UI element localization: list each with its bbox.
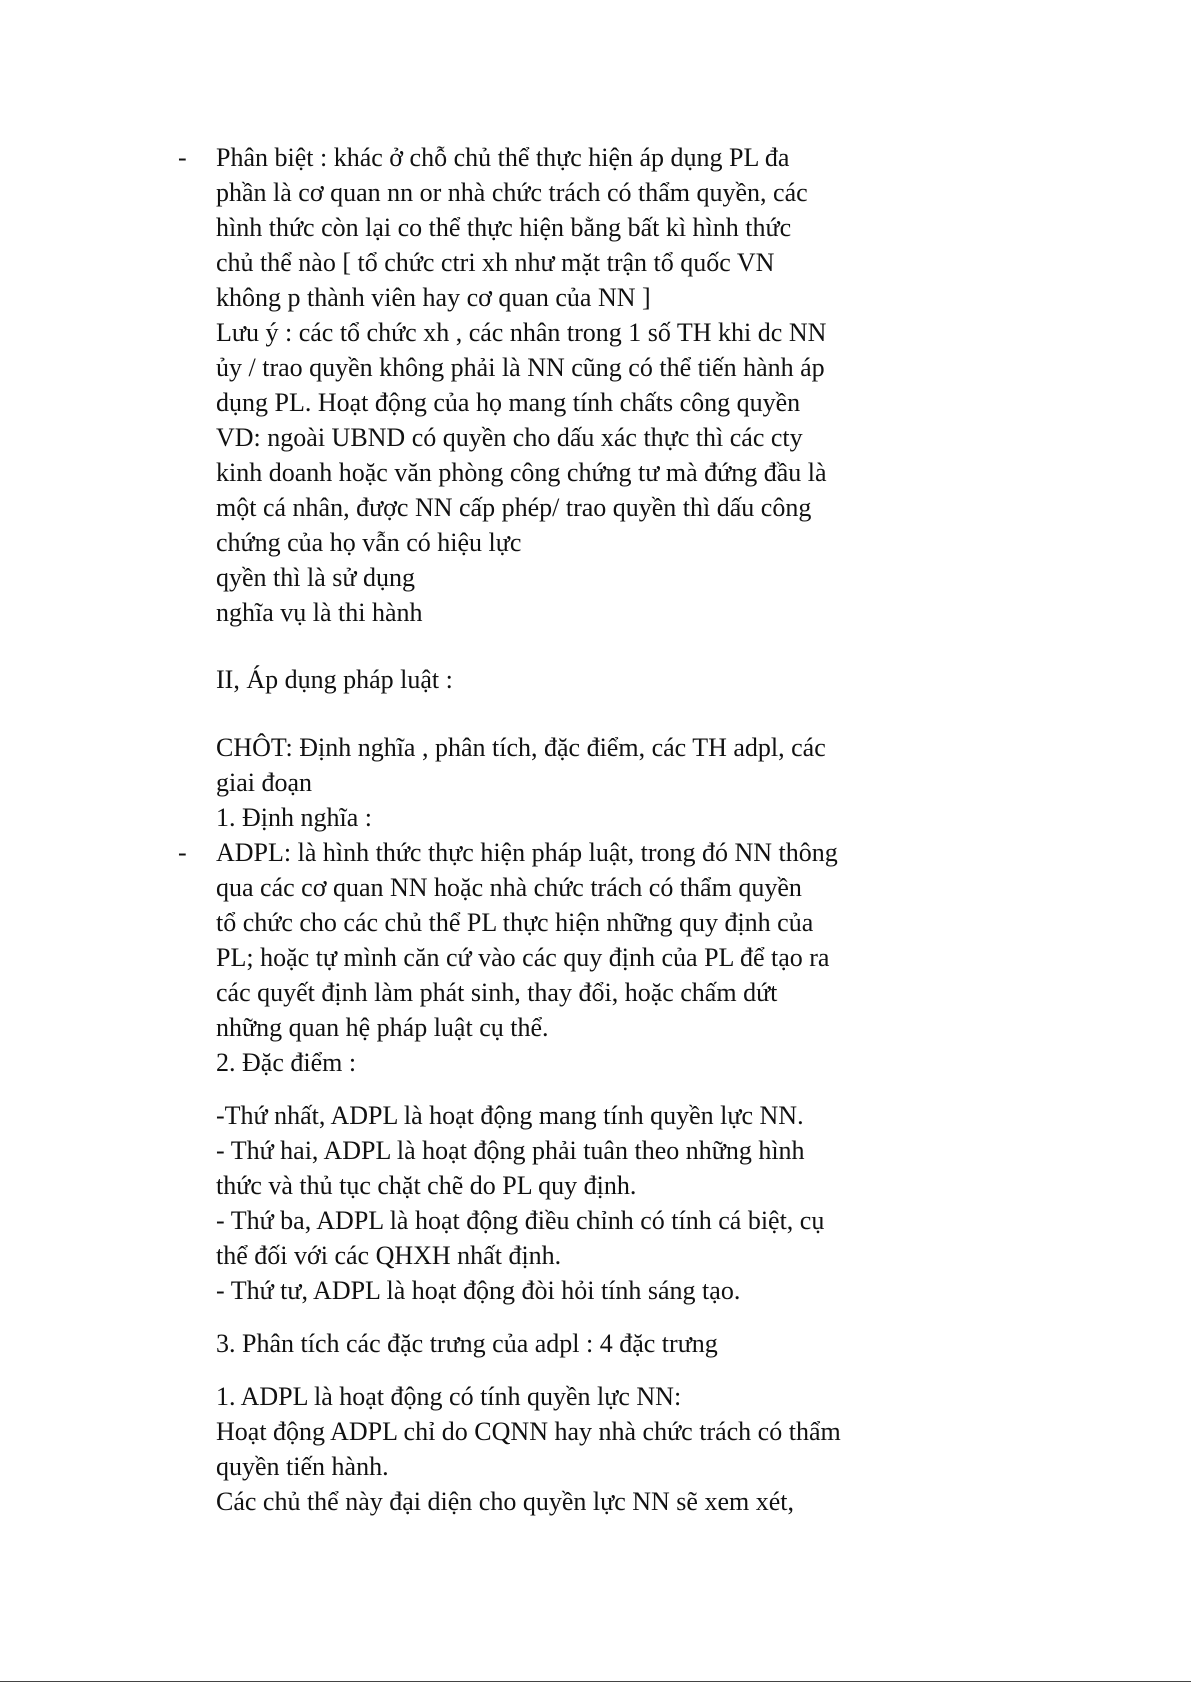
paragraph-line: một cá nhân, được NN cấp phép/ trao quyền thì dấu công [216, 493, 812, 522]
paragraph-line: ủy / trao quyền không phải là NN cũng có thể tiến hành áp [216, 353, 825, 382]
paragraph-line: thể đối với các QHXH nhất định. [216, 1241, 562, 1270]
paragraph-line: dụng PL. Hoạt động của họ mang tính chấts công quyền [216, 388, 801, 417]
paragraph-line: PL; hoặc tự mình căn cứ vào các quy định của PL để tạo ra [216, 943, 830, 972]
paragraph-line: qyền thì là sử dụng [216, 563, 415, 592]
paragraph-line: phần là cơ quan nn or nhà chức trách có thẩm quyền, các [216, 178, 808, 207]
subsection-heading: 3. Phân tích các đặc trưng của adpl : 4 đặc trưng [216, 1329, 718, 1358]
paragraph-line: quyền tiến hành. [216, 1452, 389, 1481]
paragraph-line: hình thức còn lại co thể thực hiện bằng bất kì hình thức [216, 213, 792, 242]
section-heading: II, Áp dụng pháp luật : [216, 665, 453, 694]
subsection-heading: 1. Định nghĩa : [216, 803, 372, 832]
paragraph-line: VD: ngoài UBND có quyền cho dấu xác thực thì các cty [216, 423, 803, 452]
paragraph-line: không p thành viên hay cơ quan của NN ] [216, 283, 651, 312]
paragraph-line: qua các cơ quan NN hoặc nhà chức trách có thẩm quyền [216, 873, 802, 902]
paragraph-line: - Thứ hai, ADPL là hoạt động phải tuân theo những hình [216, 1136, 805, 1165]
paragraph-line: CHÔT: Định nghĩa , phân tích, đặc điểm, các TH adpl, các [216, 733, 826, 762]
paragraph-line: - Thứ tư, ADPL là hoạt động đòi hỏi tính sáng tạo. [216, 1276, 741, 1305]
paragraph-line: - Thứ ba, ADPL là hoạt động điều chỉnh có tính cá biệt, cụ [216, 1206, 825, 1235]
paragraph-line: kinh doanh hoặc văn phòng công chứng tư mà đứng đầu là [216, 458, 827, 487]
subsection-heading: 2. Đặc điểm : [216, 1048, 357, 1077]
paragraph-line: chứng của họ vẫn có hiệu lực [216, 528, 522, 557]
paragraph-line: nghĩa vụ là thi hành [216, 598, 423, 627]
list-bullet-dash: - [178, 143, 187, 172]
paragraph-line: các quyết định làm phát sinh, thay đổi, hoặc chấm dứt [216, 978, 778, 1007]
page-bottom-edge [0, 1681, 1191, 1682]
paragraph-line: Hoạt động ADPL chỉ do CQNN hay nhà chức trách có thẩm [216, 1417, 841, 1446]
paragraph-line: Phân biệt : khác ở chỗ chủ thể thực hiện áp dụng PL đa [216, 143, 790, 172]
list-bullet-dash: - [178, 838, 187, 867]
paragraph-line: thức và thủ tục chặt chẽ do PL quy định. [216, 1171, 637, 1200]
paragraph-line: ADPL: là hình thức thực hiện pháp luật, trong đó NN thông [216, 838, 838, 867]
paragraph-line: 1. ADPL là hoạt động có tính quyền lực NN: [216, 1382, 682, 1411]
paragraph-line: Lưu ý : các tổ chức xh , các nhân trong 1 số TH khi dc NN [216, 318, 827, 347]
paragraph-line: Các chủ thể này đại diện cho quyền lực NN sẽ xem xét, [216, 1487, 794, 1516]
paragraph-line: giai đoạn [216, 768, 313, 797]
paragraph-line: những quan hệ pháp luật cụ thể. [216, 1013, 549, 1042]
paragraph-line: -Thứ nhất, ADPL là hoạt động mang tính quyền lực NN. [216, 1101, 804, 1130]
paragraph-line: chủ thể nào [ tổ chức ctri xh như mặt trận tổ quốc VN [216, 248, 775, 277]
paragraph-line: tổ chức cho các chủ thể PL thực hiện những quy định của [216, 908, 814, 937]
